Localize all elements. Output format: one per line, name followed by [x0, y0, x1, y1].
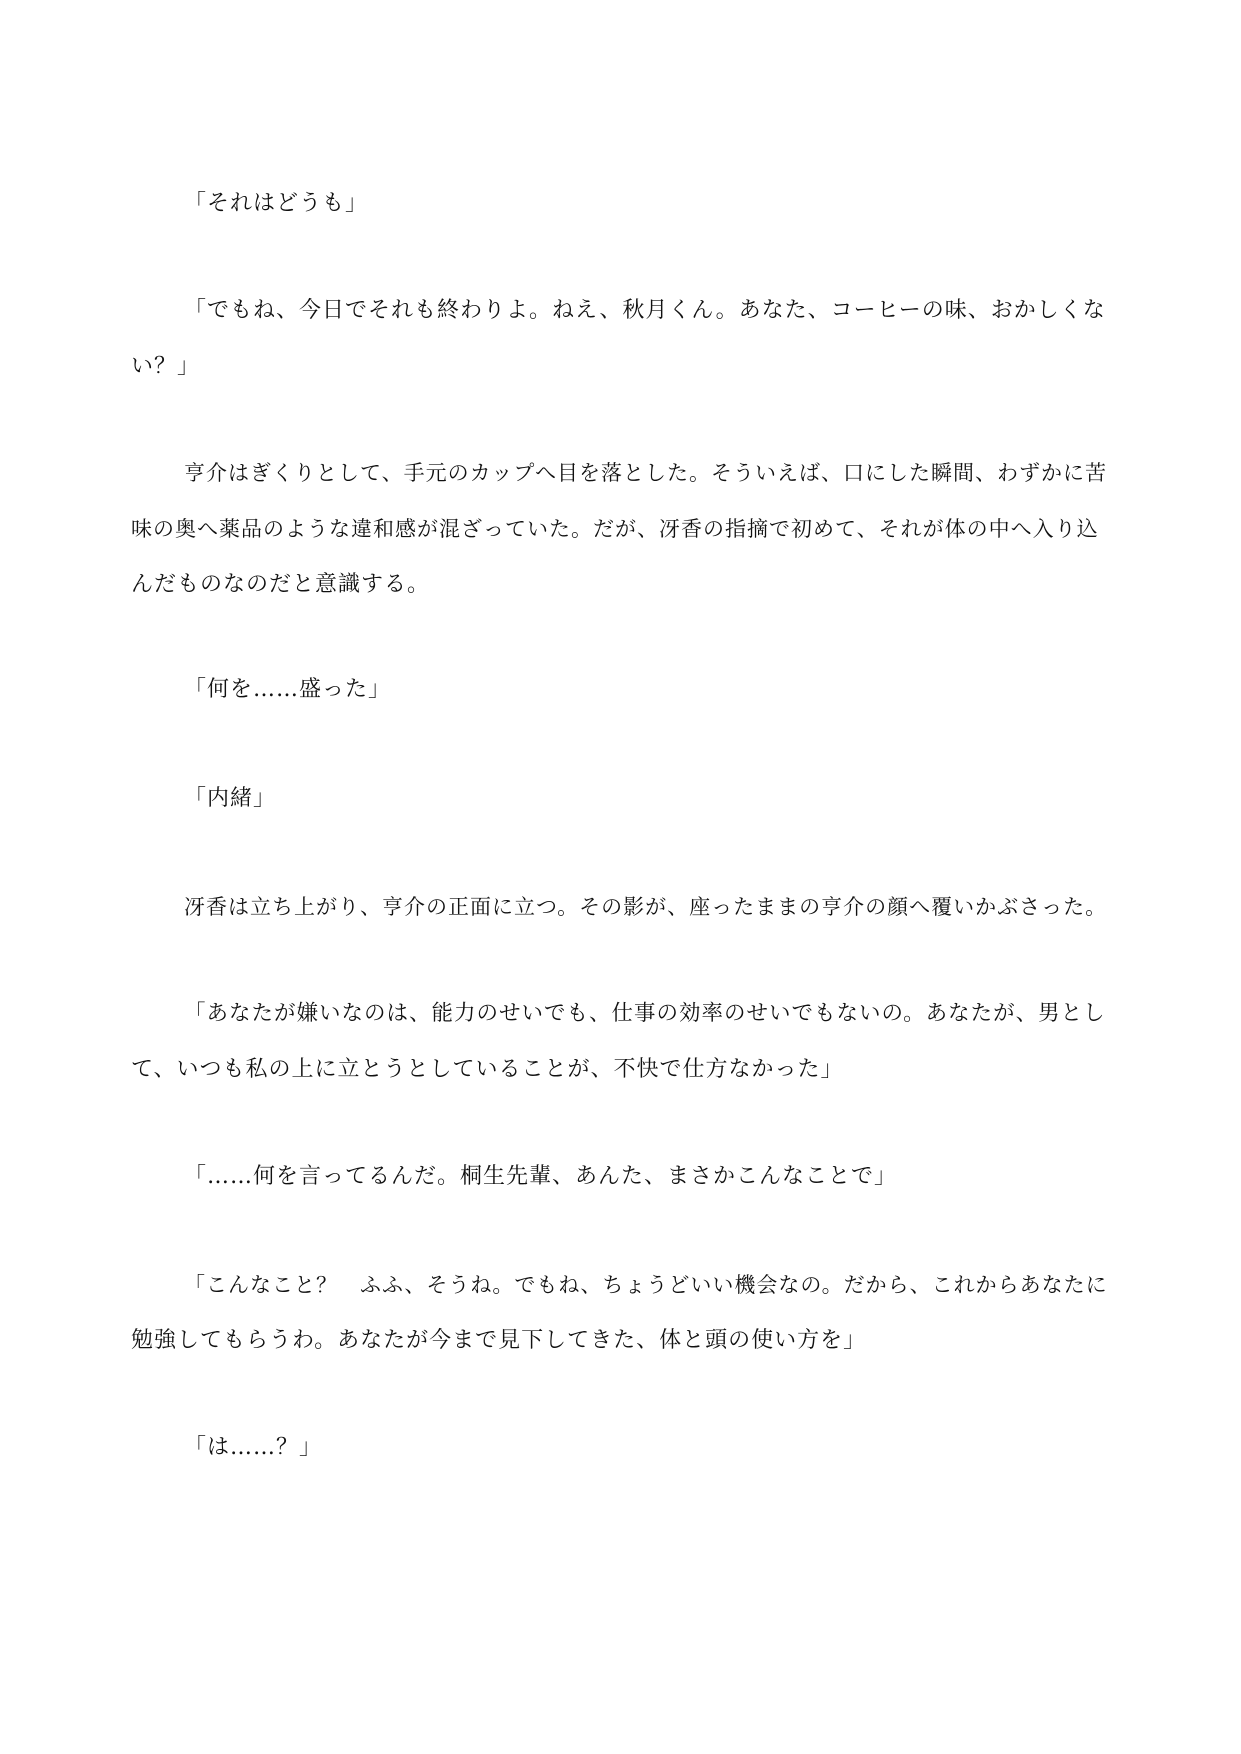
paragraph-2: [131, 283, 1116, 395]
text-line: 冴香は立ち上がり、亨介の正面に立つ。その影が、座ったままの亨介の顔へ覆いかぶさった。: [184, 895, 1108, 919]
paragraph-8: [131, 1149, 1116, 1205]
text-line: 勉強してもらうわ。あなたが今まで見下してきた、体と頭の使い方を」: [131, 1328, 867, 1353]
text-line: 「あなたが嫌いなのは、能力のせいでも、仕事の効率のせいでもないの。あなたが、男とし: [184, 1001, 1106, 1026]
paragraph-9: [131, 1257, 1116, 1369]
text-line: 「は……？」: [184, 1435, 323, 1460]
text-line: 「何を……盛った」: [184, 677, 392, 702]
paragraph-7: [131, 986, 1116, 1098]
text-line: て、いつも私の上に立とうとしていることが、不快で仕方なかった」: [131, 1057, 844, 1082]
paragraph-10: [131, 1420, 1116, 1476]
paragraph-5: [131, 771, 1116, 827]
text-line: 味の奥へ薬品のような違和感が混ざっていた。だが、冴香の指摘で初めて、それが体の中へ入り込: [131, 517, 1099, 541]
text-line: んだものなのだと意識する。: [131, 572, 431, 597]
text-line: 「こんなこと？ ふふ、そうね。でもね、ちょうどいい機会なの。だから、これからあなたに: [184, 1273, 1108, 1297]
text-line: 「内緒」: [184, 786, 277, 811]
paragraph-3: [131, 445, 1116, 613]
text-line: い？」: [131, 354, 201, 379]
paragraph-1: [131, 176, 1116, 232]
text-line: 「でもね、今日でそれも終わりよ。ねえ、秋月くん。あなた、コーヒーの味、おかしくな: [184, 298, 1106, 323]
paragraph-4: [131, 662, 1116, 718]
text-line: 「それはどうも」: [184, 191, 369, 216]
text-line: 「……何を言ってるんだ。桐生先輩、あんた、まさかこんなことで」: [184, 1164, 898, 1189]
text-line: 亨介はぎくりとして、手元のカップへ目を落とした。そういえば、口にした瞬間、わずかに苦: [184, 461, 1107, 485]
paragraph-6: [131, 879, 1116, 935]
